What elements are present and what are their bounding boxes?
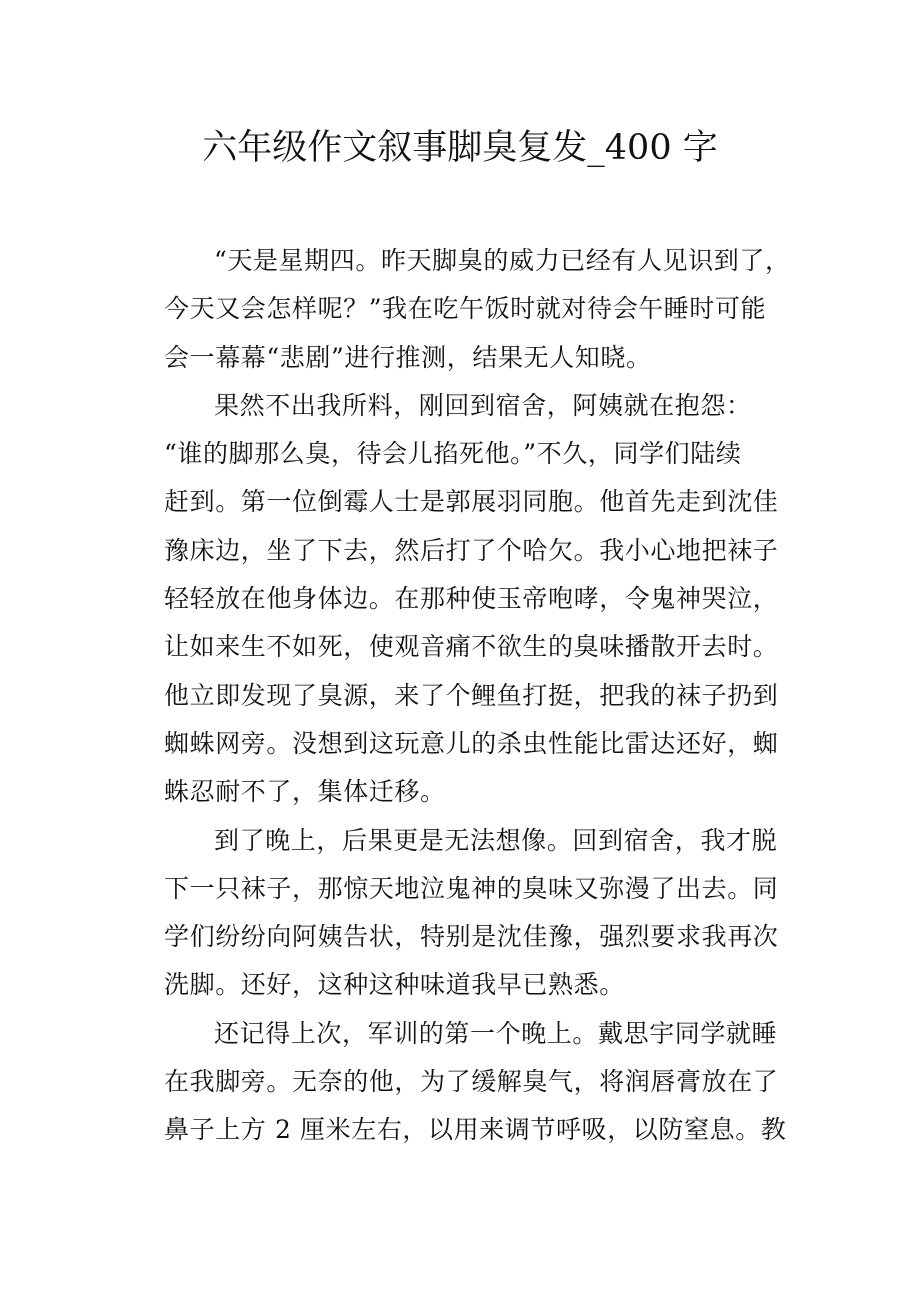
text-line: 会一幕幕“悲剧”进行推测，结果无人知晓。	[164, 342, 652, 372]
text-line: 学们纷纷向阿姨告状，特别是沈佳豫，强烈要求我再次	[164, 922, 779, 952]
text-line: 洗脚。还好，这种这种味道我早已熟悉。	[164, 970, 625, 1000]
text-line: 还记得上次，军训的第一个晚上。戴思宇同学就睡	[214, 1018, 778, 1048]
document-body	[164, 237, 791, 1155]
text-line: 豫床边，坐了下去，然后打了个哈欠。我小心地把袜子	[164, 535, 779, 565]
text-line: 蛛忍耐不了，集体迁移。	[164, 777, 446, 807]
text-line: 今天又会怎样呢？”我在吃午饭时就对待会午睡时可能	[164, 294, 767, 324]
text-line: 让如来生不如死，使观音痛不欲生的臭味播散开去时。	[164, 632, 779, 662]
text-line: “天是星期四。昨天脚臭的威力已经有人见识到了，	[214, 246, 791, 275]
document-title: 六年级作文叙事脚臭复发_400 字	[202, 128, 718, 168]
text-line: 轻轻放在他身体边。在那种使玉帝咆哮，令鬼神哭泣，	[164, 584, 779, 614]
text-line: 鼻子上方 2 厘米左右，以用来调节呼吸，以防窒息。教	[164, 1115, 787, 1145]
text-line: 蜘蛛网旁。没想到这玩意儿的杀虫性能比雷达还好，蜘	[164, 728, 779, 758]
text-line: 在我脚旁。无奈的他，为了缓解臭气，将润唇膏放在了	[164, 1067, 779, 1097]
text-line: “谁的脚那么臭，待会儿掐死他。”不久，同学们陆续	[164, 439, 742, 469]
text-line: 到了晚上，后果更是无法想像。回到宿舍，我才脱	[214, 825, 778, 855]
text-line: 下一只袜子，那惊天地泣鬼神的臭味又弥漫了出去。同	[164, 873, 779, 903]
text-line: 赶到。第一位倒霉人士是郭展羽同胞。他首先走到沈佳	[164, 487, 779, 517]
text-line: 果然不出我所料，刚回到宿舍，阿姨就在抱怨：	[214, 390, 752, 420]
text-line: 他立即发现了臭源，来了个鲤鱼打挺，把我的袜子扔到	[164, 680, 779, 710]
